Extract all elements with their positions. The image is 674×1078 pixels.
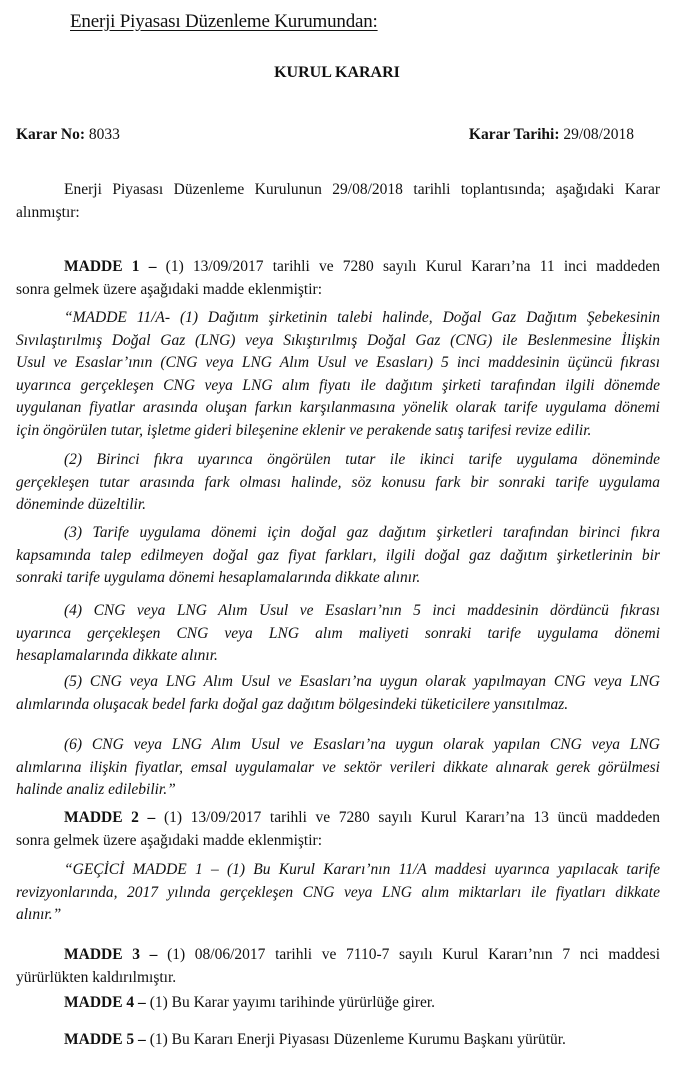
line: hesaplamalarında dikkate alınır.	[16, 647, 218, 664]
line: revizyonlarında, 2017 yılında gerçekleşen CNG veya LNG alım miktarları ile fiyatları dikkate	[16, 883, 660, 901]
line: Usul ve Esaslar’ının (CNG veya LNG Alım Usul ve Esasları) 5 inci maddesinin üçüncü fıkrası	[16, 354, 660, 371]
line: uygulanan fiyatlar arasında oluşan farkın karşılanmasına yönelik olarak tarife uygulama dönemi	[16, 399, 660, 416]
text: (1) 08/06/2017 tarihli ve 7110-7 sayılı Kurul Kararı’nın 7 nci maddesi	[167, 946, 660, 963]
article-11a-paragraph-2	[16, 449, 660, 517]
intro-paragraph	[16, 179, 660, 224]
line: alınır.”	[16, 906, 62, 923]
line: “MADDE 11/A- (1) Dağıtım şirketinin talebi halinde, Doğal Gaz Dağıtım Şebekesinin	[64, 309, 660, 326]
document-heading: KURUL KARARI	[274, 64, 400, 81]
article-label: MADDE 4 –	[64, 994, 146, 1011]
text: (1) 13/09/2017 tarihli ve 7280 sayılı Kurul Kararı’na 13 üncü maddeden	[163, 809, 661, 826]
line: alımlarına ilişkin fiyatlar, emsal uygulamalar ve sektör verileri dikkate alınarak gerek görülmesi	[16, 758, 660, 776]
line: Sıvılaştırılmış Doğal Gaz (LNG) veya Sıkıştırılmış Doğal Gaz (CNG) ile Beslenmesine İlişkin	[16, 331, 660, 349]
line: kapsamında talep edilmeyen doğal gaz fiyat farkları, ilgili doğal gaz dağıtım şirketlerinin bir	[16, 546, 660, 564]
decision-date-label: Karar Tarihi:	[468, 126, 560, 143]
article-11a-paragraph-1	[16, 307, 660, 442]
decision-number	[16, 124, 120, 146]
line: alınmıştır:	[16, 203, 80, 221]
text: (1) Bu Karar yayımı tarihinde yürürlüğe girer.	[149, 994, 436, 1011]
article-label: MADDE 5 –	[64, 1031, 146, 1048]
line: alımlarında oluşacak bedel farkı doğal gaz dağıtım bölgesindeki tüketicilere yansıtılmaz.	[16, 695, 569, 713]
line	[16, 807, 660, 830]
decision-date	[469, 124, 634, 146]
line: sonra gelmek üzere aşağıdaki madde eklenmiştir:	[16, 280, 323, 298]
article-3	[16, 944, 660, 989]
text: (1) Bu Kararı Enerji Piyasası Düzenleme Kurumu Başkanı yürütür.	[149, 1031, 566, 1048]
line	[16, 256, 660, 279]
article-label: MADDE 1 –	[64, 258, 157, 275]
provisional-article-1	[16, 859, 660, 927]
line	[16, 992, 660, 1015]
line: (3) Tarife uygulama dönemi için doğal gaz dağıtım şirketleri tarafından birinci fıkra	[64, 524, 660, 541]
article-4	[16, 992, 660, 1015]
line: (6) CNG veya LNG Alım Usul ve Esasları’na uygun olarak yapılan CNG veya LNG	[64, 736, 660, 753]
line: döneminde düzeltilir.	[16, 496, 147, 513]
article-2	[16, 807, 660, 852]
line: sonraki tarife uygulama dönemi hesaplamalarında dikkate alınır.	[16, 569, 421, 586]
decision-number-label: Karar No:	[16, 126, 86, 143]
article-11a-paragraph-3	[16, 522, 660, 590]
text: (1) 13/09/2017 tarihli ve 7280 sayılı Kurul Kararı’na 11 inci maddeden	[165, 258, 660, 275]
article-11a-paragraph-5	[16, 671, 660, 716]
article-label: MADDE 2 –	[64, 809, 156, 826]
line: uyarınca gerçekleşen CNG veya LNG alım fiyatı ile dağıtım şirketi tarafından ilgili dönemde	[16, 376, 660, 394]
line: yürürlükten kaldırılmıştır.	[16, 968, 177, 986]
article-label: MADDE 3 –	[64, 946, 158, 963]
line: gerçekleşen tutar arasında fark olması halinde, söz konusu fark bir sonraki tarife uygulama	[16, 473, 660, 491]
line	[16, 944, 660, 967]
institution-title: Enerji Piyasası Düzenleme Kurumundan:	[70, 11, 378, 32]
line: Enerji Piyasası Düzenleme Kurulunun 29/08/2018 tarihli toplantısında; aşağıdaki Karar	[64, 181, 660, 198]
line: (5) CNG veya LNG Alım Usul ve Esasları’na uygun olarak yapılmayan CNG veya LNG	[64, 673, 660, 690]
article-11a-paragraph-4	[16, 600, 660, 668]
article-1	[16, 256, 660, 301]
line: halinde analiz edilebilir.”	[16, 781, 176, 798]
line: (2) Birinci fıkra uyarınca öngörülen tutar ile ikinci tarife uygulama döneminde	[64, 451, 660, 468]
article-11a-paragraph-6	[16, 734, 660, 802]
line: (4) CNG veya LNG Alım Usul ve Esasları’nın 5 inci maddesinin dördüncü fıkrası	[64, 602, 660, 619]
line: sonra gelmek üzere aşağıdaki madde eklenmiştir:	[16, 831, 323, 849]
line: uyarınca gerçekleşen CNG veya LNG alım maliyeti sonraki tarife uygulama dönemi	[16, 624, 660, 642]
line: “GEÇİCİ MADDE 1 – (1) Bu Kurul Kararı’nın 11/A maddesi uyarınca yapılacak tarife	[64, 861, 660, 878]
line: için öngörülen tutar, işletme gideri bileşenine eklenir ve perakende satış tarifesi revize edilir.	[16, 421, 592, 439]
article-5	[16, 1029, 660, 1052]
decision-date-value: 29/08/2018	[563, 126, 634, 143]
decision-number-value: 8033	[88, 126, 120, 143]
line	[16, 1029, 660, 1052]
